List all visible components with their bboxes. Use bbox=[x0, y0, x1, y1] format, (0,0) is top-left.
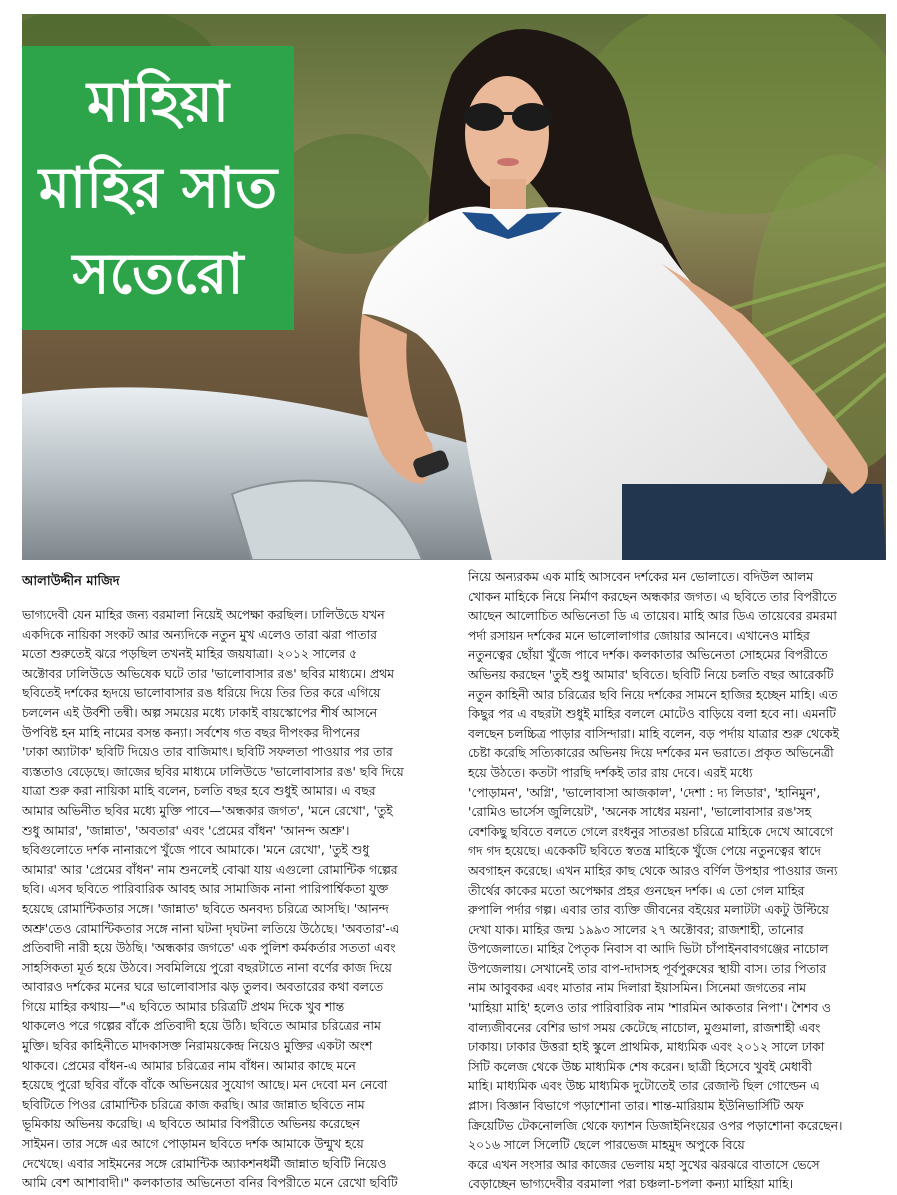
article-line: সিটি কলেজ থেকে উচ্চ মাধ্যমিক শেষ করেন। ছাত্রী হিসেবে খুবই মেধাবী bbox=[468, 1059, 812, 1074]
article-line: নিয়ে অন্যরকম এক মাহি আসবেন দর্শকের মন ভোলাতে। বদিউল আলম bbox=[468, 570, 814, 584]
article-line: ভূমিকায় অভিনয় করেছি। এ ছবিতে আমার বিপরীতে অভিনয় করেছেন bbox=[22, 1117, 360, 1132]
article-line: বেড়াচ্ছেন ভাগ্যদেবীর বরমালা পরা চঞ্চলা-চপলা কন্যা মাহিয়া মাহি। bbox=[468, 1177, 794, 1192]
article-line: আমার' আর 'প্রেমের বাঁধন' নাম শুনলেই বোঝা যায় এগুলো রোমান্টিক গল্পের bbox=[22, 862, 398, 877]
article-line: উপজেলাতে। মাহির পৈতৃক নিবাস বা আদি ভিটা চাঁপাইনবাবগঞ্জের নাচোল bbox=[468, 942, 829, 957]
article-line: 'ঢাকা অ্যাটাক' ছবিটি দিয়েও তার বাজিমাৎ। ছবিটি সফলতা পাওয়ার পর তার bbox=[22, 745, 393, 760]
headline-box bbox=[22, 46, 294, 330]
article-line: থাকলেও পরে গল্পের বাঁকে প্রতিবাদী হয়ে উঠি। ছবিতে আমার চরিত্রের নাম bbox=[22, 1019, 381, 1034]
article-line: পর্দা রসায়ন দর্শকের মনে ভালোলাগার জোয়ার আনবে। এখানেও মাহির bbox=[468, 628, 810, 643]
article-line: কিছুর পর এ বছরটা শুধুই মাহির বললে মোটেও বাড়িয়ে বলা হবে না। এমনটি bbox=[468, 707, 836, 722]
article-line: ছবিতেই দর্শকের হৃদয়ে ভালোবাসার রঙ ধরিয়ে দিয়ে তির তির করে এগিয়ে bbox=[22, 686, 381, 701]
article-line: ক্রিয়েটিভ টেকনোলজি থেকে ফ্যাশন ডিজাইনিংয়ের ওপর পড়াশোনা করেছেন। bbox=[468, 1118, 843, 1133]
article-line: দেখেছে। এবার সাইমনের সঙ্গে রোমান্টিক অ্যাকশনধর্মী জান্নাত ছবিটি নিয়েও bbox=[22, 1156, 387, 1171]
article-line: নতুন কাহিনী আর চরিত্রের ছবি নিয়ে দর্শকের সামনে হাজির হচ্ছেন মাহি। এত bbox=[468, 687, 838, 702]
article-line: আমি বেশ আশাবাদী।" কলকাতার অভিনেতা বনির বিপরীতে মনে রেখো ছবিটি bbox=[22, 1176, 398, 1191]
article-line: ছবিটিতে পিওর রোমান্টিক চরিত্রে কাজ করছি। আর জান্নাত ছবিতে নাম bbox=[22, 1097, 365, 1112]
article-line: মুক্তি। ছবির কাহিনীতে মাদকাসক্ত নিরাময়কেন্দ্র নিয়েও মুক্তির একটা অংশ bbox=[22, 1039, 373, 1054]
article-line: 'মাহিয়া মাহি' হলেও তার পারিবারিক নাম 'শারমিন আকতার নিপা'। শৈশব ও bbox=[468, 1001, 831, 1016]
article-line: যাত্রা শুরু করা নায়িকা মাহি বলেন, চলতি বছর হবে শুধুই আমার। এ বছর bbox=[22, 784, 376, 799]
article-line: চললেন এই উর্বশী তন্বী। অল্প সময়ের মধ্যে ঢাকাই বায়স্কোপের শীর্ষ আসনে bbox=[22, 705, 378, 720]
article-line: 'রোমিও ভার্সেস জুলিয়েট', 'অনেক সাধের ময়না', 'ভালোবাসার রঙ'সহ bbox=[468, 805, 812, 820]
article-column-right bbox=[468, 568, 886, 1195]
article-line: চেষ্টা করেছি সত্যিকারের অভিনয় দিয়ে দর্শকের মন ভরাতে। প্রকৃত অভিনেত্রী bbox=[468, 746, 834, 761]
article-line: একদিকে নায়িকা সংকট আর অন্যদিকে নতুন মুখ এলেও তারা ঝরা পাতার bbox=[22, 627, 377, 642]
article-line: উপজেলায়। সেখানেই তার বাপ-দাদাসহ পূর্বপুরুষের স্থায়ী বাস। তার পিতার bbox=[468, 961, 827, 976]
article-line: গদ গদ হয়েছে। একেকটি ছবিতে স্বতন্ত্র মাহিকে খুঁজে পেয়ে নতুনত্বের স্বাদে bbox=[468, 844, 821, 859]
article-line: ব্যস্ততাও বেড়েছে। জাজের ছবির মাধ্যমে ঢালিউডে 'ভালোবাসার রঙ' ছবি দিয়ে bbox=[22, 764, 404, 779]
article-line: আমার অভিনীত ছবির মধ্যে মুক্তি পাবে—'অন্ধকার জগত', 'মনে রেখো', 'তুই bbox=[22, 803, 393, 818]
article-line: বলছেন চলচ্চিত্র পাড়ার বাসিন্দারা। মাহি বলেন, বড় পর্দায় যাত্রার শুরু থেকেই bbox=[468, 726, 840, 741]
article-line: নাম আবুবকর এবং মাতার নাম দিলারা ইয়াসমিন। সিনেমা জগতের নাম bbox=[468, 981, 806, 996]
article-line: শুধু আমার', 'জান্নাত', 'অবতার' এবং 'প্রেমের বাঁধন' 'আনন্দ অশ্রু'। bbox=[22, 823, 350, 838]
article-line: হয়েছে পুরো ছবির বাঁকে বাঁকে অভিনয়ের সুযোগ আছে। মন দেবো মন নেবো bbox=[22, 1078, 388, 1093]
article-line: ছবিগুলোতে দর্শক নানারূপে খুঁজে পাবে আমাকে। 'মনে রেখো', 'তুই শুধু bbox=[22, 843, 370, 858]
article-line: বেশকিছু ছবিতে বলতে গেলে রংধনুর সাতরঙা চরিত্রে মাহিকে দেখে আবেগে bbox=[468, 824, 833, 839]
article-line: হয়েছে রোমান্টিকতার সঙ্গে। 'জান্নাত' ছবিতে অনবদ্য চরিত্রে আসছি। 'আনন্দ bbox=[22, 901, 389, 916]
article-line: করে এখন সংসার আর কাজের ভেলায় মহা সুখের ঝরঝরে বাতাসে ভেসে bbox=[468, 1157, 820, 1172]
article-line: বাল্যজীবনের বেশির ভাগ সময় কেটেছে নাচোল, মুগুমালা, রাজশাহী এবং bbox=[468, 1020, 821, 1035]
article-line: আছেন আলোচিত অভিনেতা ডি এ তায়েব। মাহি আর ডিএ তায়েবের রমরমা bbox=[468, 609, 837, 624]
article-line: মাহি। মাধ্যমিক এবং উচ্চ মাধ্যমিক দুটোতেই তার রেজাল্ট ছিল গোল্ডেন এ bbox=[468, 1079, 820, 1094]
article-line: সাহসিকতা মূর্ত হয়ে উঠবে। সবমিলিয়ে পুরো বছরটাতে নানা বর্ণের কাজ দিয়ে bbox=[22, 960, 392, 975]
article-line: তীর্থের কাকের মতো অপেক্ষার প্রহর গুনছেন দর্শক। এ তো গেল মাহির bbox=[468, 883, 805, 898]
article-line: ঢাকায়। ঢাকার উত্তরা হাই স্কুলে প্রাথমিক, মাধ্যমিক এবং ২০১২ সালে ঢাকা bbox=[468, 1040, 825, 1055]
headline-line-1: মাহিয়া bbox=[86, 69, 229, 135]
author-byline: আলাউদ্দীন মাজিদ bbox=[22, 574, 120, 589]
article-line: উপবিষ্ট হন মাহি নামের বসন্ত কন্যা। সর্বশেষ গত বছর দীপংকর দীপনের bbox=[22, 725, 360, 740]
article-line: অশ্রু'তেও রোমান্টিকতার সঙ্গে নানা ঘটনা দৃঘটনা লতিয়ে উঠেছে। 'অবতার'-এ bbox=[22, 921, 400, 936]
article-line: মতো শুরুতেই ঝরে পড়ছিল তখনই মাহির জয়যাত্রা। ২০১২ সালের ৫ bbox=[22, 647, 358, 662]
article-line: অভিনয় করছেন 'তুই শুধু আমার' ছবিতে। ছবিটি নিয়ে চলতি বছর আরেকটি bbox=[468, 667, 834, 682]
article-line: থাকবে। প্রেমের বাঁধন-এ আমার চরিত্রের নাম বাঁধন। আমার কাছে মনে bbox=[22, 1058, 356, 1073]
article-line: 'পোড়ামন', 'অগ্নি', 'ভালোবাসা আজকাল', 'দেশা : দ্য লিডার', 'হানিমুন', bbox=[468, 785, 821, 800]
article-line: ছবি। এসব ছবিতে পারিবারিক আবহ আর সামাজিক নানা পারিপার্শ্বিকতা যুক্ত bbox=[22, 882, 389, 897]
article-line: রুপালি পর্দার গল্প। এবার তার ব্যক্তি জীবনের বইয়ের মলাটটা একটু উল্টিয়ে bbox=[468, 903, 829, 918]
article-line: নতুনত্বের ছোঁয়া খুঁজে পাবে দর্শক। কলকাতার অভিনেতা সোহমের বিপরীতে bbox=[468, 648, 828, 663]
article-line: খোকন মাহিকে নিয়ে নির্মাণ করছেন অন্ধকার জগত। এ ছবিতে তার বিপরীতে bbox=[468, 589, 837, 604]
article-line: প্লাস। বিজ্ঞান বিভাগে পড়াশোনা তার। শান্ত-মারিয়াম ইউনিভার্সিটি অফ bbox=[468, 1099, 804, 1114]
article-line: অবগাহন করেছে। এখন মাহির কাছ থেকে আরও বর্ণিল উপহার পাওয়ার জন্য bbox=[468, 863, 838, 878]
article-line: ২০১৬ সালে সিলেটি ছেলে পারভেজ মাহমুদ অপুকে বিয়ে bbox=[468, 1138, 745, 1153]
article-line: প্রতিবাদী নারী হয়ে উঠছি। 'অন্ধকার জগতে' এক পুলিশ কর্মকর্তার সততা এবং bbox=[22, 941, 396, 956]
headline-line-2: মাহির সাত bbox=[38, 155, 278, 221]
article-line: অক্টোবর ঢালিউডে অভিষেক ঘটে তার 'ভালোবাসার রঙ' ছবির মাধ্যমে। প্রথম bbox=[22, 666, 394, 681]
article-column-left bbox=[22, 606, 452, 1194]
article-line: দেখা যাক। মাহির জন্ম ১৯৯৩ সালের ২৭ অক্টোবর; রাজশাহী, তানোর bbox=[468, 922, 804, 937]
article-line: ভাগ্যদেবী যেন মাহির জন্য বরমালা নিয়েই অপেক্ষা করছিল। ঢালিউডে যখন bbox=[22, 608, 385, 622]
article-line: সাইমন। তার সঙ্গে এর আগে পোড়ামন ছবিতে দর্শক আমাকে উন্মুখ হয়ে bbox=[22, 1137, 364, 1152]
headline-line-3: সতেরো bbox=[72, 241, 244, 307]
article-line: গিয়ে মাহির কথায়—"এ ছবিতে আমার চরিত্রটি প্রথম দিকে খুব শান্ত bbox=[22, 999, 345, 1014]
article-line: আবারও দর্শকের মনের ঘরে ভালোবাসার ঝড় তুলব। অবতারের কথা বলতে bbox=[22, 980, 384, 995]
article-line: হয়ে উঠতে। কতটা পারছি দর্শকই তার রায় দেবে। এরই মধ্যে bbox=[468, 765, 753, 780]
